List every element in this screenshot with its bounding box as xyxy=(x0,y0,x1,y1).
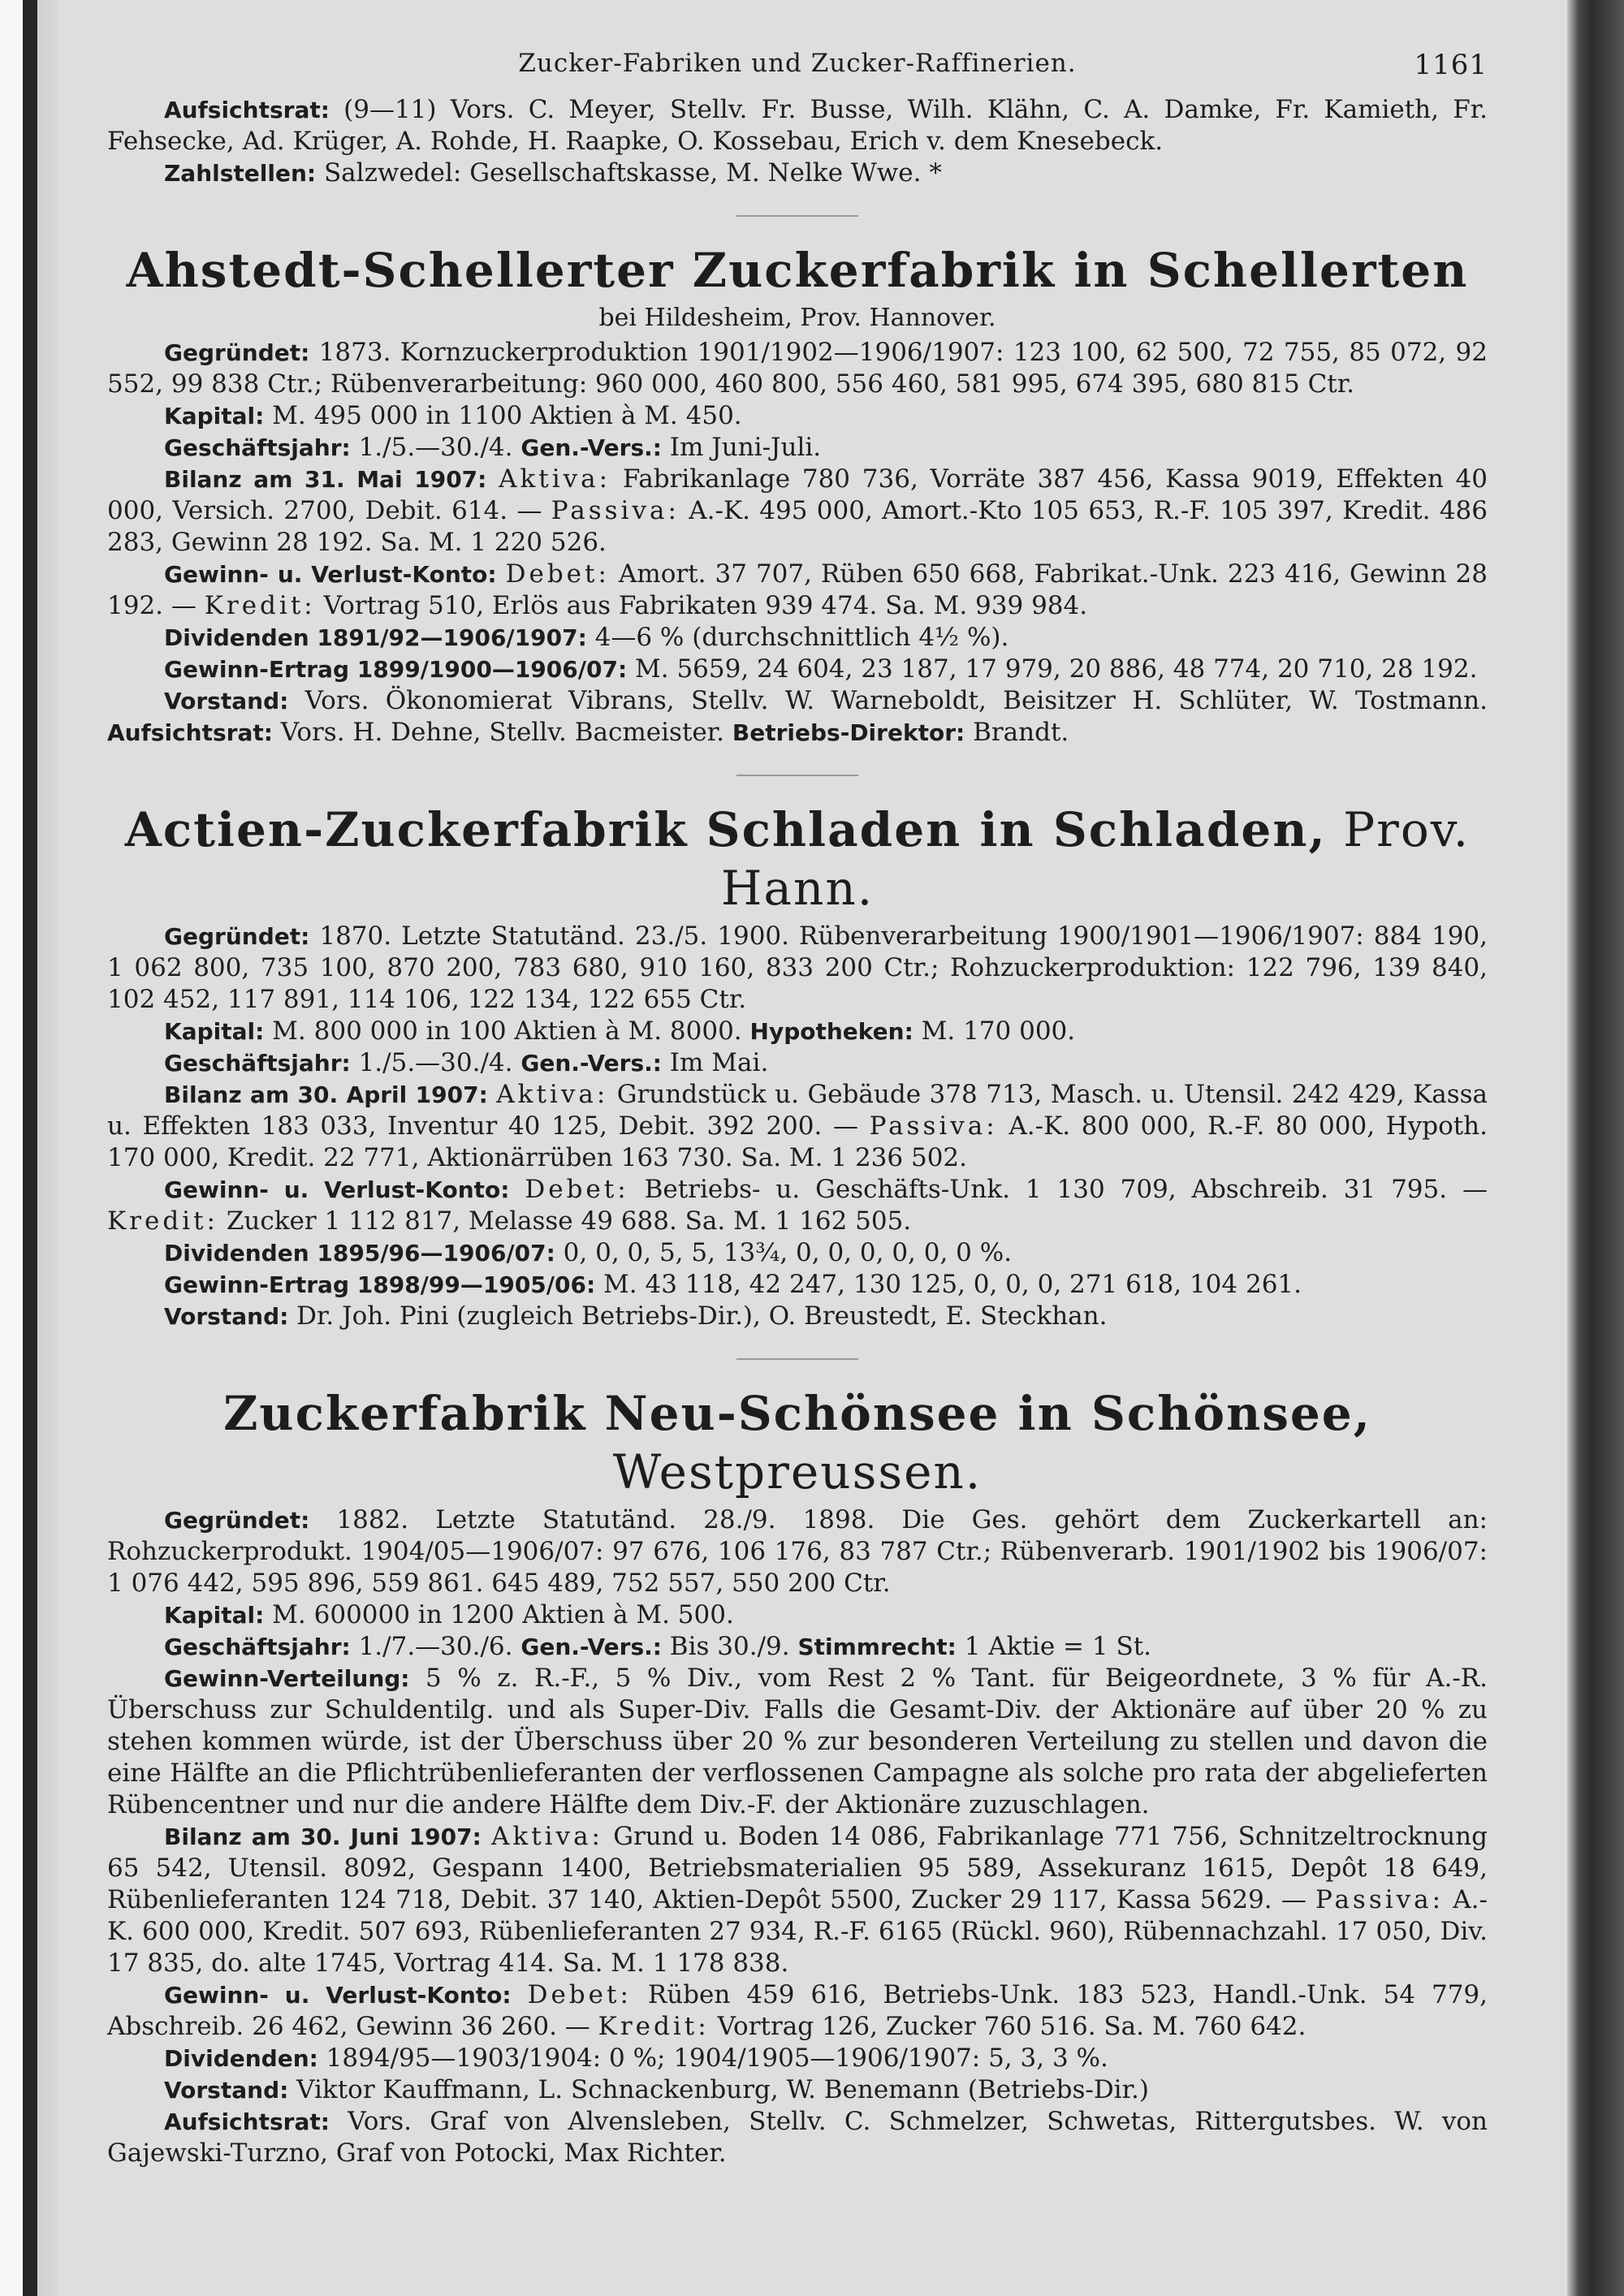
c1-vorstand: Vorstand: Vors. Ökonomierat Vibrans, Stellv. W. Warneboldt, Beisitzer H. Schlüter, W. Tostmann. Aufsichtsrat: Vors. H. Dehne, Stellv. Bacmeister. Betriebs-Direktor: Brandt. xyxy=(107,686,1488,747)
c2-gegruendet: Gegründet: 1870. Letzte Statutänd. 23./5. 1900. Rübenverarbeitung 1900/1901—1906/1907: 884 190, 1 062 800, 735 100, 870 200, 783 680, 910 160, 833 200 Ctr.; Rohzuckerproduktion: 122 796, 139 840, 102 452, 117 891, 114 106, 122 134, 122 655 Ctr. xyxy=(107,921,1488,1014)
page-number: 1161 xyxy=(1414,49,1488,81)
c3-vorstand: Vorstand: Viktor Kauffmann, L. Schnackenburg, W. Benemann (Betriebs-Dir.) xyxy=(164,2075,1149,2104)
section-divider xyxy=(736,215,858,217)
c3-aufsichtsrat: Aufsichtsrat: Vors. Graf von Alvensleben, Stellv. C. Schmelzer, Schwetas, Rittergutsbes. W. von Gajewski-Turzno, Graf von Potocki, Max Richter. xyxy=(107,2107,1488,2168)
entry-title-schladen: Actien-Zuckerfabrik Schladen in Schladen, Prov. Hann. xyxy=(124,802,1471,916)
c3-kapital: Kapital: M. 600000 in 1200 Aktien à M. 500. xyxy=(164,1600,734,1629)
c3-gewinn-verteilung: Gewinn-Verteilung: 5 % z. R.-F., 5 % Div., vom Rest 2 % Tant. für Beigeordnete, 3 % für A.-R. Überschuss zur Schuldentilg. und als Super-Div. Falls die Gesamt-Div. der Aktionäre auf über 20 % zu stehen kommen würde, ist der Überschuss über 20 % zur besonderen Verteilung zu stellen und davon die eine Hälfte an die Pflichtrübenlieferanten der verflossenen Campagne als solche pro rata der abgelieferten Rübencentner und nur die andere Hälfte dem Div.-F. der Aktionäre zuzuschlagen. xyxy=(107,1664,1488,1819)
c2-geschaeftsjahr: Geschäftsjahr: 1./5.—30./4. Gen.-Vers.: Im Mai. xyxy=(164,1048,769,1077)
page-edge-shadow xyxy=(1567,0,1624,2296)
c3-gegruendet: Gegründet: 1882. Letzte Statutänd. 28./9. 1898. Die Ges. gehört dem Zuckerkartell an: Rohzuckerprodukt. 1904/05—1906/07: 97 676, 106 176, 83 787 Ctr.; Rübenverarb. 1901/1902 bis 1906/07: 1 076 442, 595 896, 559 861. 645 489, 752 557, 550 200 Ctr. xyxy=(107,1505,1488,1598)
c1-geschaeftsjahr: Geschäftsjahr: 1./5.—30./4. Gen.-Vers.: Im Juni-Juli. xyxy=(164,433,822,462)
c3-bilanz: Bilanz am 30. Juni 1907: Aktiva: Grund u. Boden 14 086, Fabrikanlage 771 756, Schnitzeltrocknung 65 542, Utensil. 8092, Gespann 1400, Betriebsmaterialien 95 589, Assekuranz 1615, Depôt 18 649, Rübenlieferanten 124 718, Debit. 37 140, Aktien-Depôt 5500, Zucker 29 117, Kassa 5629. — Passiva: A.-K. 600 000, Kredit. 507 693, Rübenlieferanten 27 934, R.-F. 6165 (Rückl. 960), Rübennachzahl. 17 050, Div. 17 835, do. alte 1745, Vortrag 414. Sa. M. 1 178 838. xyxy=(107,1822,1488,1978)
entry-subtitle-schellerten: bei Hildesheim, Prov. Hannover. xyxy=(598,304,996,332)
prev-aufsichtsrat: Aufsichtsrat: (9—11) Vors. C. Meyer, Stellv. Fr. Busse, Wilh. Klähn, C. A. Damke, Fr. Kamieth, Fr. Fehsecke, Ad. Krüger, A. Rohde, H. Raapke, O. Kossebau, Erich v. dem Knesebeck. xyxy=(107,95,1488,156)
entry-title-schellerten: Ahstedt-Schellerter Zuckerfabrik in Schellerten xyxy=(126,243,1469,298)
c1-gewinn-verlust: Gewinn- u. Verlust-Konto: Debet: Amort. 37 707, Rüben 650 668, Fabrikat.-Unk. 223 416, Gewinn 28 192. — Kredit: Vortrag 510, Erlös aus Fabrikaten 939 474. Sa. M. 939 984. xyxy=(107,559,1488,620)
running-header xyxy=(107,49,1488,94)
c1-kapital: Kapital: M. 495 000 in 1100 Aktien à M. 450. xyxy=(164,401,742,430)
c2-gewinn-ertrag: Gewinn-Ertrag 1898/99—1905/06: M. 43 118, 42 247, 130 125, 0, 0, 0, 271 618, 104 261. xyxy=(164,1270,1302,1299)
c1-dividenden: Dividenden 1891/92—1906/1907: 4—6 % (durchschnittlich 4½ %). xyxy=(164,623,1009,652)
c2-kapital: Kapital: M. 800 000 in 100 Aktien à M. 8000. Hypotheken: M. 170 000. xyxy=(164,1016,1076,1046)
book-gutter xyxy=(0,0,58,2296)
prev-zahlstellen: Zahlstellen: Salzwedel: Gesellschaftskasse, M. Nelke Wwe. * xyxy=(164,158,942,188)
c1-gegruendet: Gegründet: 1873. Kornzuckerproduktion 1901/1902—1906/1907: 123 100, 62 500, 72 755, 85 072, 92 552, 99 838 Ctr.; Rübenverarbeitung: 960 000, 460 800, 556 460, 581 995, 674 395, 680 815 Ctr. xyxy=(107,338,1488,399)
c3-gewinn-verlust: Gewinn- u. Verlust-Konto: Debet: Rüben 459 616, Betriebs-Unk. 183 523, Handl.-Unk. 54 779, Abschreib. 26 462, Gewinn 36 260. — Kredit: Vortrag 126, Zucker 760 516. Sa. M. 760 642. xyxy=(107,1980,1488,2041)
section-divider xyxy=(736,775,858,776)
c1-bilanz: Bilanz am 31. Mai 1907: Aktiva: Fabrikanlage 780 736, Vorräte 387 456, Kassa 9019, Effekten 40 000, Versich. 2700, Debit. 614. — Passiva: A.-K. 495 000, Amort.-Kto 105 653, R.-F. 105 397, Kredit. 486 283, Gewinn 28 192. Sa. M. 1 220 526. xyxy=(107,464,1488,557)
c2-dividenden: Dividenden 1895/96—1906/07: 0, 0, 0, 5, 5, 13¾, 0, 0, 0, 0, 0, 0 %. xyxy=(164,1238,1013,1267)
entry-title-schoensee: Zuckerfabrik Neu-Schönsee in Schönsee, Westpreussen. xyxy=(223,1386,1371,1500)
running-title: Zucker-Fabriken und Zucker-Raffinerien. xyxy=(518,49,1077,78)
page-content xyxy=(107,49,1488,2169)
c1-gewinn-ertrag: Gewinn-Ertrag 1899/1900—1906/07: M. 5659, 24 604, 23 187, 17 979, 20 886, 48 774, 20 710, 28 192. xyxy=(164,654,1478,684)
c3-geschaeftsjahr: Geschäftsjahr: 1./7.—30./6. Gen.-Vers.: Bis 30./9. Stimmrecht: 1 Aktie = 1 St. xyxy=(164,1632,1152,1661)
c2-vorstand: Vorstand: Dr. Joh. Pini (zugleich Betriebs-Dir.), O. Breustedt, E. Steckhan. xyxy=(164,1301,1108,1331)
c2-gewinn-verlust: Gewinn- u. Verlust-Konto: Debet: Betriebs- u. Geschäfts-Unk. 1 130 709, Abschreib. 31 795. — Kredit: Zucker 1 112 817, Melasse 49 688. Sa. M. 1 162 505. xyxy=(107,1175,1488,1236)
section-divider xyxy=(736,1358,858,1360)
page xyxy=(58,0,1567,2296)
c3-dividenden: Dividenden: 1894/95—1903/1904: 0 %; 1904/1905—1906/1907: 5, 3, 3 %. xyxy=(164,2044,1108,2073)
c2-bilanz: Bilanz am 30. April 1907: Aktiva: Grundstück u. Gebäude 378 713, Masch. u. Utensil. 242 429, Kassa u. Effekten 183 033, Inventur 40 125, Debit. 392 200. — Passiva: A.-K. 800 000, R.-F. 80 000, Hypoth. 170 000, Kredit. 22 771, Aktionärrüben 163 730. Sa. M. 1 236 502. xyxy=(107,1080,1488,1172)
